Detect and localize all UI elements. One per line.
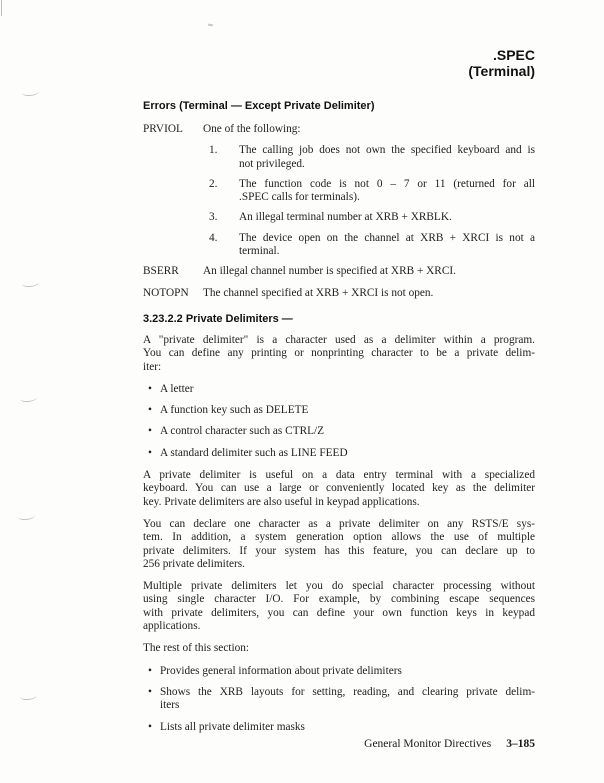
text-line: with private delimiters, you can define your own function keys in keypad: [143, 606, 535, 619]
list-item-text: A letter: [160, 382, 194, 395]
numbered-item: [209, 178, 535, 205]
text-line: The calling job does not own the specified keyboard and is: [239, 144, 535, 157]
error-code: BSERR: [143, 265, 179, 278]
paragraph: [143, 469, 535, 509]
scan-artifact: [208, 24, 213, 26]
text-line: Shows the XRB layouts for setting, reading, and clearing private delim-: [160, 685, 535, 698]
numbered-item: [209, 144, 535, 171]
error-entry-prviol: [143, 123, 535, 136]
page-number: 3–185: [506, 738, 535, 750]
numbered-item: [209, 232, 535, 259]
text-line: keyboard. You can use a large or conveniently located key as the delimiter: [143, 482, 535, 495]
section-contents-list: [143, 665, 535, 734]
bullet-icon: •: [148, 425, 152, 438]
bullet-icon: •: [148, 446, 152, 459]
text-line: key. Private delimiters are also useful in keypad applications.: [143, 495, 420, 508]
text-line: iter:: [143, 360, 162, 373]
list-item: [143, 425, 535, 438]
scan-artifact: [22, 87, 40, 96]
footer-section-title: General Monitor Directives: [364, 738, 492, 750]
directive-name: .SPEC: [492, 47, 535, 63]
item-number: 1.: [209, 144, 218, 157]
text-line: private delimiters. If your system has this feature, you can declare up to: [143, 544, 535, 557]
error-text: The channel specified at XRB + XRCI is not open.: [203, 286, 434, 299]
error-entry-bserr: [143, 265, 535, 278]
list-item: [143, 404, 535, 417]
item-text: [239, 178, 535, 205]
text-line: Provides general information about private delimiters: [160, 664, 402, 677]
list-item-text: A function key such as DELETE: [160, 404, 309, 417]
text-line: not privileged.: [239, 157, 305, 170]
text-line: You can define any printing or nonprinting character to be a private delim-: [143, 347, 535, 360]
text-line: using single character I/O. For example, by combining escape sequences: [143, 593, 535, 606]
bullet-icon: •: [148, 720, 152, 733]
private-delimiters-heading: 3.23.2.2 Private Delimiters —: [143, 312, 293, 325]
error-code: PRVIOL: [143, 123, 183, 135]
list-item-text: [160, 665, 535, 678]
bullet-icon: •: [148, 685, 152, 698]
item-number: 3.: [209, 211, 218, 224]
list-item-text: A standard delimiter such as LINE FEED: [160, 446, 348, 459]
text-line: 256 private delimiters.: [143, 557, 245, 570]
item-number: 2.: [209, 177, 218, 190]
scan-artifact: [20, 691, 38, 700]
paragraph: [143, 334, 535, 374]
text-line: applications.: [143, 620, 201, 633]
directive-qualifier: (Terminal): [468, 62, 535, 79]
list-item: [143, 665, 535, 678]
errors-heading: Errors (Terminal — Except Private Delimiter): [143, 100, 375, 112]
item-text: [239, 232, 535, 259]
text-line: Multiple private delimiters let you do special character processing without: [143, 580, 535, 593]
text-line: A private delimiter is useful on a data entry terminal with a specialized: [143, 469, 535, 482]
text-line: The device open on the channel at XRB + XRCI is not a: [239, 231, 535, 244]
page-footer: [364, 738, 535, 751]
list-item: [143, 447, 535, 460]
numbered-item: [209, 211, 535, 224]
list-item: [143, 686, 535, 713]
list-item-text: [160, 686, 535, 713]
error-text: One of the following:: [203, 123, 301, 135]
scan-artifact: [18, 511, 36, 520]
scan-artifact: [1, 0, 2, 16]
scan-artifact: [20, 393, 38, 402]
text-line: Lists all private delimiter masks: [160, 720, 305, 733]
section-intro: The rest of this section:: [143, 642, 250, 655]
text-line: An illegal terminal number at XRB + XRBLK.: [239, 211, 452, 224]
scan-artifact: [22, 278, 40, 287]
item-number: 4.: [209, 231, 218, 244]
text-line: terminal.: [239, 245, 280, 258]
item-text: [239, 144, 535, 171]
list-item-text: [160, 721, 535, 734]
error-text: An illegal channel number is specified at XRB + XRCI.: [203, 265, 456, 278]
list-item-text: A control character such as CTRL/Z: [160, 425, 325, 438]
page-content: [143, 100, 535, 743]
text-line: The function code is not 0 – 7 or 11 (returned for all: [239, 177, 535, 190]
list-item: [143, 383, 535, 396]
paragraph: [143, 580, 535, 633]
item-text: [239, 211, 535, 224]
delimiter-type-list: [143, 383, 535, 460]
directive-header: [468, 48, 535, 79]
list-item: [143, 721, 535, 734]
text-line: tem. In addition, a system generation option allows the use of multiple: [143, 531, 535, 544]
text-line: A "private delimiter" is a character used as a delimiter within a program.: [143, 333, 535, 346]
error-code: NOTOPN: [143, 286, 189, 299]
paragraph: [143, 518, 535, 571]
text-line: iters: [160, 699, 180, 712]
error-entry-notopn: [143, 287, 535, 300]
bullet-icon: •: [148, 382, 152, 395]
bullet-icon: •: [148, 404, 152, 417]
bullet-icon: •: [148, 664, 152, 677]
text-line: You can declare one character as a private delimiter on any RSTS/E sys-: [143, 517, 535, 530]
text-line: .SPEC calls for terminals).: [239, 191, 360, 204]
